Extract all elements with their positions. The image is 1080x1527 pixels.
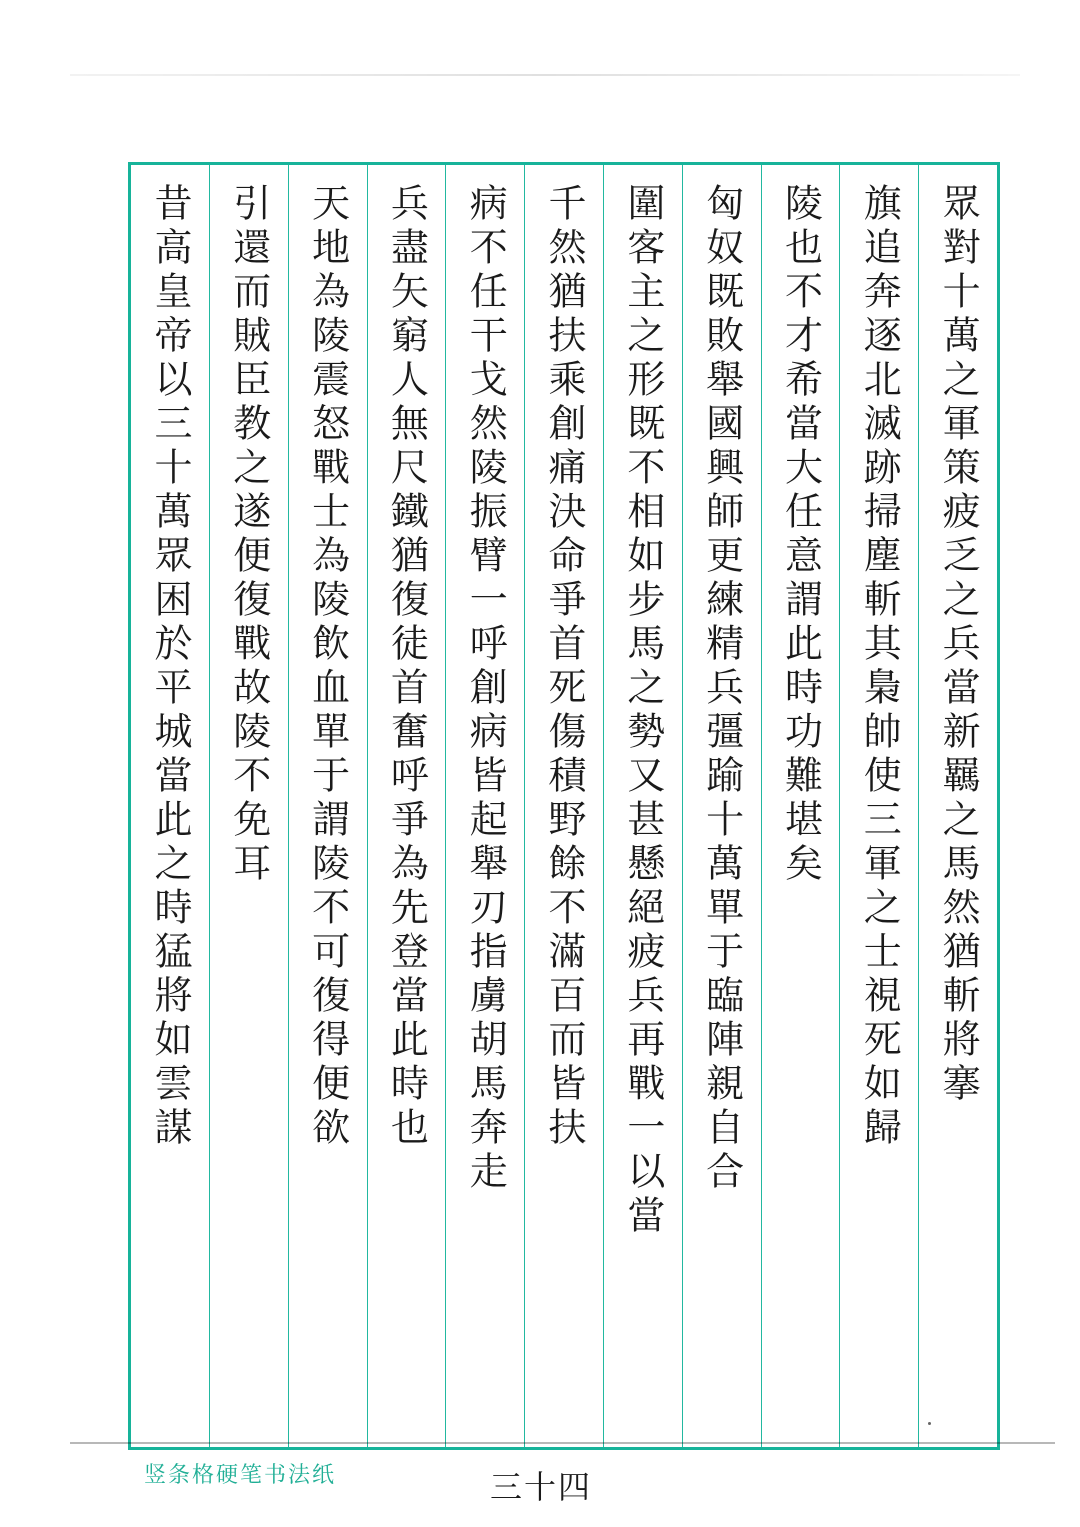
column-text-7: 病不任干戈然陵振臂一呼創病皆起舉刃指虜胡馬奔走 [463, 183, 508, 1195]
grid-column-5 [603, 165, 682, 1447]
grid-column-8 [367, 165, 446, 1447]
page-number: 三十四 [490, 1468, 593, 1506]
grid-column-3 [761, 165, 840, 1447]
column-text-5: 圍客主之形既不相如步馬之勢又甚懸絕疲兵再戰一以當 [620, 183, 665, 1239]
column-text-10: 引還而賊臣教之遂便復戰故陵不免耳 [226, 183, 271, 887]
grid-column-6 [524, 165, 603, 1447]
column-text-6: 千然猶扶乘創痛決命爭首死傷積野餘不滿百而皆扶 [542, 183, 587, 1151]
column-text-11: 昔高皇帝以三十萬眾困於平城當此之時猛將如雲謀 [147, 183, 192, 1151]
column-text-2: 旗追奔逐北滅跡掃塵斬其梟帥使三軍之士視死如歸 [857, 183, 902, 1151]
grid-column-1 [918, 165, 997, 1447]
scan-edge-bottom [70, 1442, 1055, 1444]
column-text-9: 天地為陵震怒戰士為陵飲血單于謂陵不可復得便欲 [305, 183, 350, 1151]
column-text-3: 陵也不才希當大任意謂此時功難堪矣 [778, 183, 823, 887]
vertical-grid-paper [128, 162, 1000, 1450]
grid-column-7 [445, 165, 524, 1447]
column-text-8: 兵盡矢窮人無尺鐵猶復徒首奮呼爭為先登當此時也 [384, 183, 429, 1151]
scan-edge-top [70, 74, 1020, 76]
grid-column-2 [839, 165, 918, 1447]
column-text-4: 匈奴既敗舉國興師更練精兵彊踰十萬單于臨陣親自合 [699, 183, 744, 1195]
column-text-1: 眾對十萬之軍策疲乏之兵當新羈之馬然猶斬將搴 [936, 183, 981, 1107]
scan-speck [928, 1422, 931, 1425]
grid-column-11 [131, 165, 209, 1447]
grid-column-10 [209, 165, 288, 1447]
paper-type-label: 竖条格硬笔书法纸 [144, 1463, 337, 1488]
grid-column-9 [288, 165, 367, 1447]
grid-column-4 [682, 165, 761, 1447]
